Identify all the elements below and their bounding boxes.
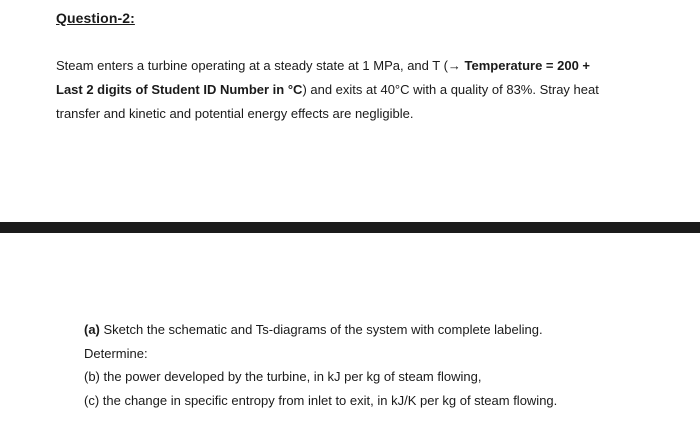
section-divider	[0, 222, 700, 233]
determine-label: Determine:	[84, 345, 148, 361]
para-text-start: Steam enters a turbine operating at a steady state at 1 MPa, and T (	[56, 58, 448, 73]
temperature-formula-start: Temperature = 200 +	[460, 58, 591, 73]
question-paragraph	[56, 54, 656, 126]
part-a	[84, 318, 664, 342]
part-a-label: (a)	[84, 322, 100, 337]
para-text-middle: ) and exits at 40°C with a quality of 83%. Stray heat	[302, 82, 599, 97]
arrow-icon: →	[447, 58, 461, 73]
part-b: (b) the power developed by the turbine, in kJ per kg of steam flowing,	[84, 369, 482, 384]
part-c: (c) the change in specific entropy from inlet to exit, in kJ/K per kg of steam flowing.	[84, 392, 558, 408]
para-text-end: transfer and kinetic and potential energy effects are negligible.	[56, 106, 414, 121]
question-heading: Question-2:	[56, 10, 135, 26]
question-parts	[84, 318, 664, 412]
temperature-formula-end: Last 2 digits of Student ID Number in °C	[56, 82, 303, 97]
part-a-text: Sketch the schematic and Ts-diagrams of the system with complete labeling.	[99, 322, 543, 337]
